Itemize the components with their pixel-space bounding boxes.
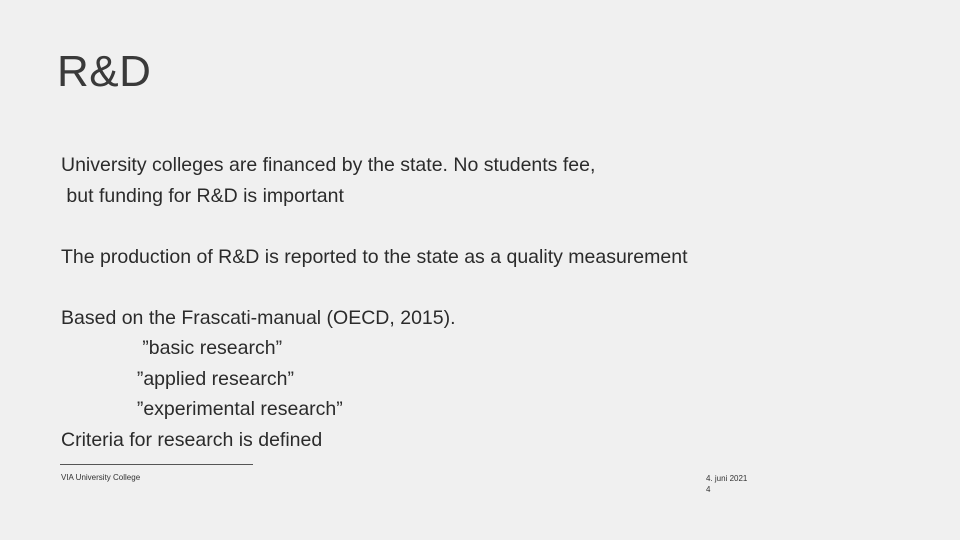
body-line-funding: but funding for R&D is important: [61, 184, 344, 207]
footer-organization: VIA University College: [61, 473, 141, 482]
footer-date: 4. juni 2021: [706, 474, 748, 483]
slide-body: [61, 150, 881, 455]
body-line-frascati: Based on the Frascati-manual (OECD, 2015).: [61, 306, 456, 329]
body-line-criteria: Criteria for research is defined: [61, 428, 323, 451]
footer-page-number: 4: [706, 485, 711, 494]
footer-divider: [60, 464, 253, 465]
paragraph-gap: [61, 272, 881, 303]
body-line-financing: University colleges are financed by the state. No students fee,: [61, 154, 596, 176]
body-line-experimental-research: ”experimental research”: [61, 398, 343, 420]
paragraph-gap: [61, 211, 881, 242]
body-line-reporting: The production of R&D is reported to the state as a quality measurement: [61, 245, 688, 268]
body-line-basic-research: ”basic research”: [61, 337, 283, 359]
body-line-applied-research: ”applied research”: [61, 367, 295, 390]
slide-title: R&D: [57, 47, 152, 96]
